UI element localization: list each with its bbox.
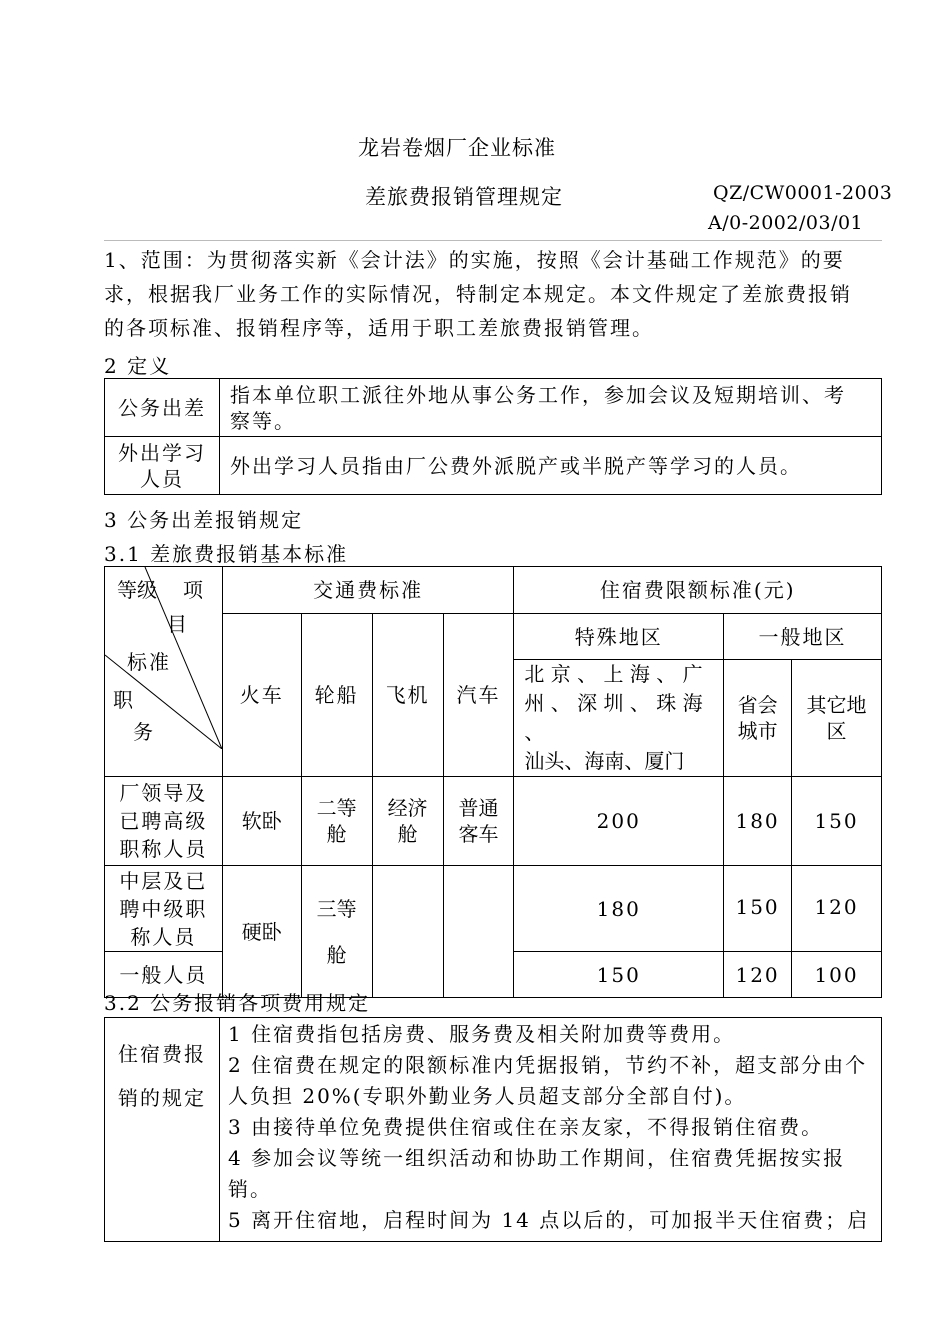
definition-row: [105, 437, 882, 495]
special-cities-cell: [514, 660, 724, 777]
definitions-table: [104, 378, 882, 495]
ship-line: 三等: [316, 896, 357, 921]
plane-cell: [372, 866, 443, 998]
other-area-line: 区: [826, 719, 847, 743]
transport-col-ship: 轮船: [301, 614, 372, 777]
special-city-line: 州 、 深 圳 、 珠 海 、: [524, 691, 703, 744]
position-cell: [105, 777, 223, 866]
lodging-rules-table: [104, 1017, 882, 1242]
plane-cell: [372, 777, 443, 866]
other-area-value: 120: [792, 866, 882, 952]
definition-desc: [220, 379, 882, 437]
table-row: [105, 866, 882, 952]
transport-header: 交通费标准: [222, 567, 514, 614]
transport-col-train: 火车: [222, 614, 301, 777]
rule-line: 1 住宿费指包括房费、服务费及相关附加费等费用。: [228, 1022, 736, 1046]
doc-code: QZ/CW0001-2003: [713, 182, 893, 204]
rule-line: 2 住宿费在规定的限额标准内凭据报销，节约不补，超支部分由个: [228, 1053, 868, 1077]
train-cell: 硬卧: [222, 866, 301, 998]
capital-city-header: [724, 660, 792, 777]
rule-line: 3 由接待单位免费提供住宿或住在亲友家，不得报销住宿费。: [228, 1115, 824, 1139]
corner-item1: 项: [183, 578, 203, 602]
other-area-value: 100: [792, 952, 882, 998]
ship-line: 舱: [326, 942, 347, 967]
position-line: 职称人员: [119, 837, 208, 861]
rule-line: 5 离开住宿地，启程时间为 14 点以后的，可加报半天住宿费；启: [228, 1208, 870, 1232]
scope-line: 的各项标准、报销程序等，适用于职工差旅费报销管理。: [104, 316, 654, 340]
table-row: [105, 777, 882, 866]
train-cell: 软卧: [222, 777, 301, 866]
capital-city-line: 省会: [737, 693, 778, 717]
rule-line: 销。: [228, 1177, 272, 1201]
lodging-rules-label-line: 住宿费报: [118, 1042, 206, 1066]
corner-grade: 等级: [117, 578, 157, 602]
scope-paragraph: [104, 243, 882, 345]
rule-line: 人负担 20%(专职外勤业务人员超支部分全部自付)。: [228, 1084, 747, 1108]
corner-standard: 标准: [127, 650, 171, 674]
other-area-header: [792, 660, 882, 777]
other-area-value: 150: [792, 777, 882, 866]
definition-term: 公务出差: [105, 379, 220, 437]
section32-heading: 3.2 公务报销各项费用规定: [104, 991, 371, 1015]
bus-cell: [443, 777, 514, 866]
position-line: 聘中级职: [119, 896, 208, 921]
doc-title: 差旅费报销管理规定: [365, 185, 563, 209]
position-cell: [105, 866, 223, 952]
doc-version: A/0-2002/03/01: [708, 212, 864, 234]
lodging-rules-content: [220, 1018, 882, 1242]
transport-col-bus: 汽车: [443, 614, 514, 777]
special-area-value: 180: [514, 866, 724, 952]
section31-heading: 3.1 差旅费报销基本标准: [104, 542, 349, 566]
capital-city-value: 120: [724, 952, 792, 998]
rule-line: 4 参加会议等统一组织活动和协助工作期间，住宿费凭据按实报: [228, 1146, 846, 1170]
plane-line: 经济: [387, 796, 428, 820]
ship-cell: [301, 866, 372, 998]
transport-col-plane: 飞机: [372, 614, 443, 777]
special-area-value: 200: [514, 777, 724, 866]
ship-line: 二等: [316, 796, 357, 820]
definition-term: [105, 437, 220, 495]
definition-desc-line: 指本单位职工派往外地从事公务工作，参加会议及短期培训、考: [230, 382, 846, 407]
section3-heading: 3 公务出差报销规定: [104, 508, 304, 532]
bus-cell: [443, 866, 514, 998]
corner-position1: 职: [113, 688, 133, 712]
ship-cell: [301, 777, 372, 866]
other-area-line: 其它地: [806, 693, 867, 717]
scope-line: 求，根据我厂业务工作的实际情况，特制定本规定。本文件规定了差旅费报销: [104, 282, 852, 306]
scope-line: 1、范围：为贯彻落实新《会计法》的实施，按照《会计基础工作规范》的要: [104, 248, 845, 272]
position-line: 中层及已: [119, 868, 208, 893]
definition-term-line: 外出学习: [118, 440, 206, 465]
special-city-line: 汕头、海南、厦门: [524, 749, 685, 773]
org-title: 龙岩卷烟厂企业标准: [358, 136, 556, 160]
position-line: 厂领导及: [119, 781, 208, 805]
bus-line: 普通: [458, 796, 499, 820]
lodging-rules-label: [105, 1018, 220, 1242]
definition-term-line: 人员: [140, 466, 184, 491]
travel-standard-table: [104, 566, 882, 998]
header-divider: [104, 240, 882, 241]
definition-desc: 外出学习人员指由厂公费外派脱产或半脱产等学习的人员。: [220, 437, 882, 495]
special-area-header: 特殊地区: [514, 614, 724, 660]
corner-item2: 目: [167, 612, 187, 636]
position-line: 称人员: [130, 924, 197, 949]
special-city-line: 北 京 、 上 海 、 广: [524, 662, 703, 686]
capital-city-value: 150: [724, 866, 792, 952]
corner-header-cell: [105, 567, 223, 777]
definition-row: [105, 379, 882, 437]
position-cell: 一般人员: [105, 952, 223, 998]
ship-line: 舱: [326, 822, 347, 846]
position-line: 已聘高级: [119, 809, 208, 833]
definitions-heading: 2 定义: [104, 354, 172, 378]
general-area-header: 一般地区: [724, 614, 882, 660]
definition-desc-line: 察等。: [230, 408, 296, 433]
bus-line: 客车: [458, 822, 499, 846]
lodging-rules-label-line: 销的规定: [118, 1086, 206, 1110]
capital-city-value: 180: [724, 777, 792, 866]
capital-city-line: 城市: [737, 719, 778, 743]
plane-line: 舱: [397, 822, 418, 846]
corner-position2: 务: [133, 720, 153, 744]
lodging-header: 住宿费限额标准(元): [514, 567, 882, 614]
special-area-value: 150: [514, 952, 724, 998]
